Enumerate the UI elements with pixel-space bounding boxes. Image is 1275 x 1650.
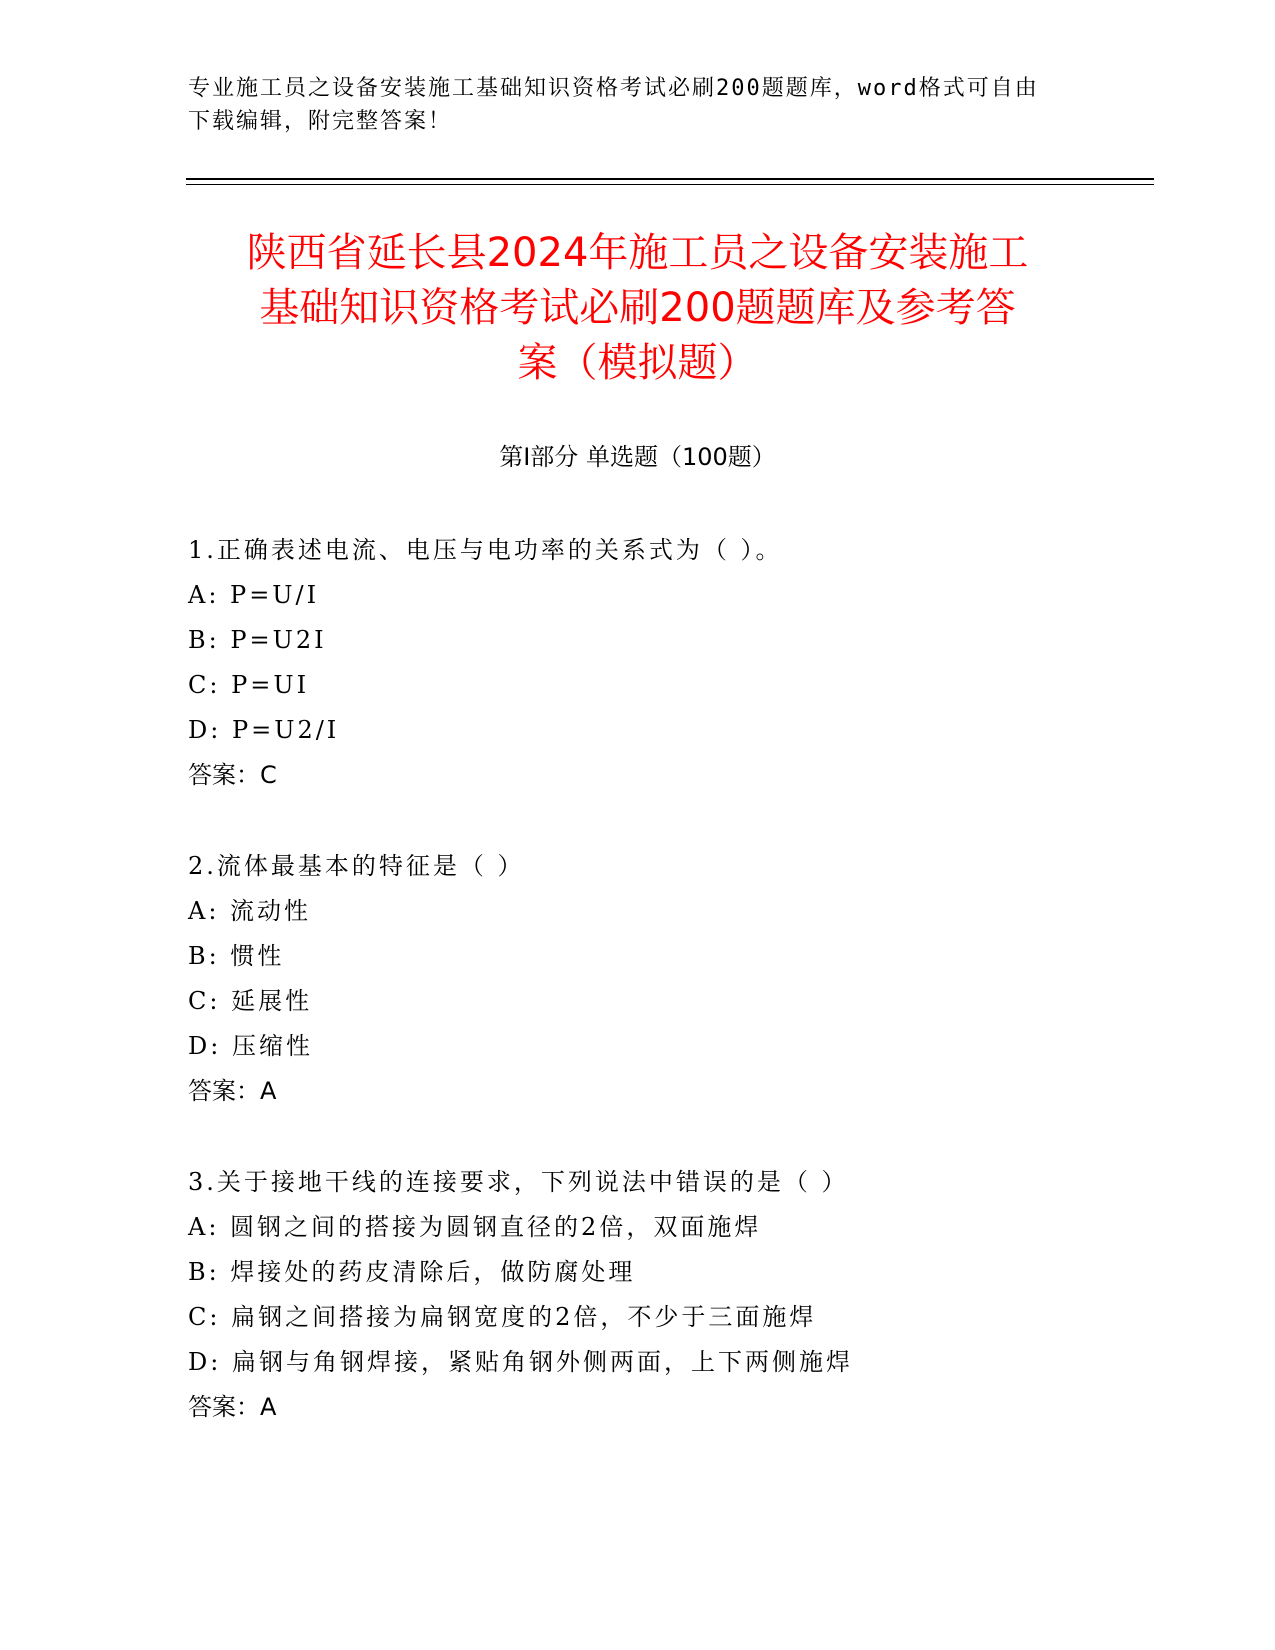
header-note-line-1: 专业施工员之设备安装施工基础知识资格考试必刷200题题库，word格式可自由 [188,76,1039,101]
question-answer: 答案：C [188,761,277,789]
header-divider-thick [186,178,1154,180]
question-option-d: D: 扁钢与角钢焊接，紧贴角钢外侧两面，上下两侧施焊 [188,1348,853,1376]
question-option-a: A: 圆钢之间的搭接为圆钢直径的2倍，双面施焊 [188,1213,762,1241]
document-title [150,226,1125,391]
question-item [188,1160,1138,1430]
question-option-a: A: 流动性 [188,897,312,925]
question-answer: 答案：A [188,1077,277,1105]
question-item [188,844,1138,1114]
question-option-b: B: 焊接处的药皮清除后，做防腐处理 [188,1258,636,1286]
question-item [188,528,1138,798]
question-option-a: A: P=U/I [188,581,320,609]
title-line-1: 陕西省延长县2024年施工员之设备安装施工 [246,230,1029,276]
section-heading: 第Ⅰ部分 单选题（100题） [499,443,776,471]
header-divider-thin [186,184,1154,185]
title-line-3: 案（模拟题） [517,340,758,386]
header-note-line-2: 下载编辑，附完整答案！ [188,109,453,134]
question-stem: 3.关于接地干线的连接要求，下列说法中错误的是（ ） [188,1168,849,1196]
question-list [188,528,1138,1476]
question-option-d: D: 压缩性 [188,1032,313,1060]
question-answer: 答案：A [188,1393,277,1421]
document-header-note [188,72,1088,138]
question-option-b: B: 惯性 [188,942,285,970]
question-option-c: C: P=UI [188,671,310,699]
question-stem: 2.流体最基本的特征是（ ） [188,852,525,880]
question-option-c: C: 扁钢之间搭接为扁钢宽度的2倍，不少于三面施焊 [188,1303,817,1331]
title-line-2: 基础知识资格考试必刷200题题库及参考答 [259,285,1016,331]
question-stem: 1.正确表述电流、电压与电功率的关系式为（ ）。 [188,536,783,564]
question-option-d: D: P=U2/I [188,716,340,744]
question-option-c: C: 延展性 [188,987,313,1015]
question-option-b: B: P=U2I [188,626,327,654]
